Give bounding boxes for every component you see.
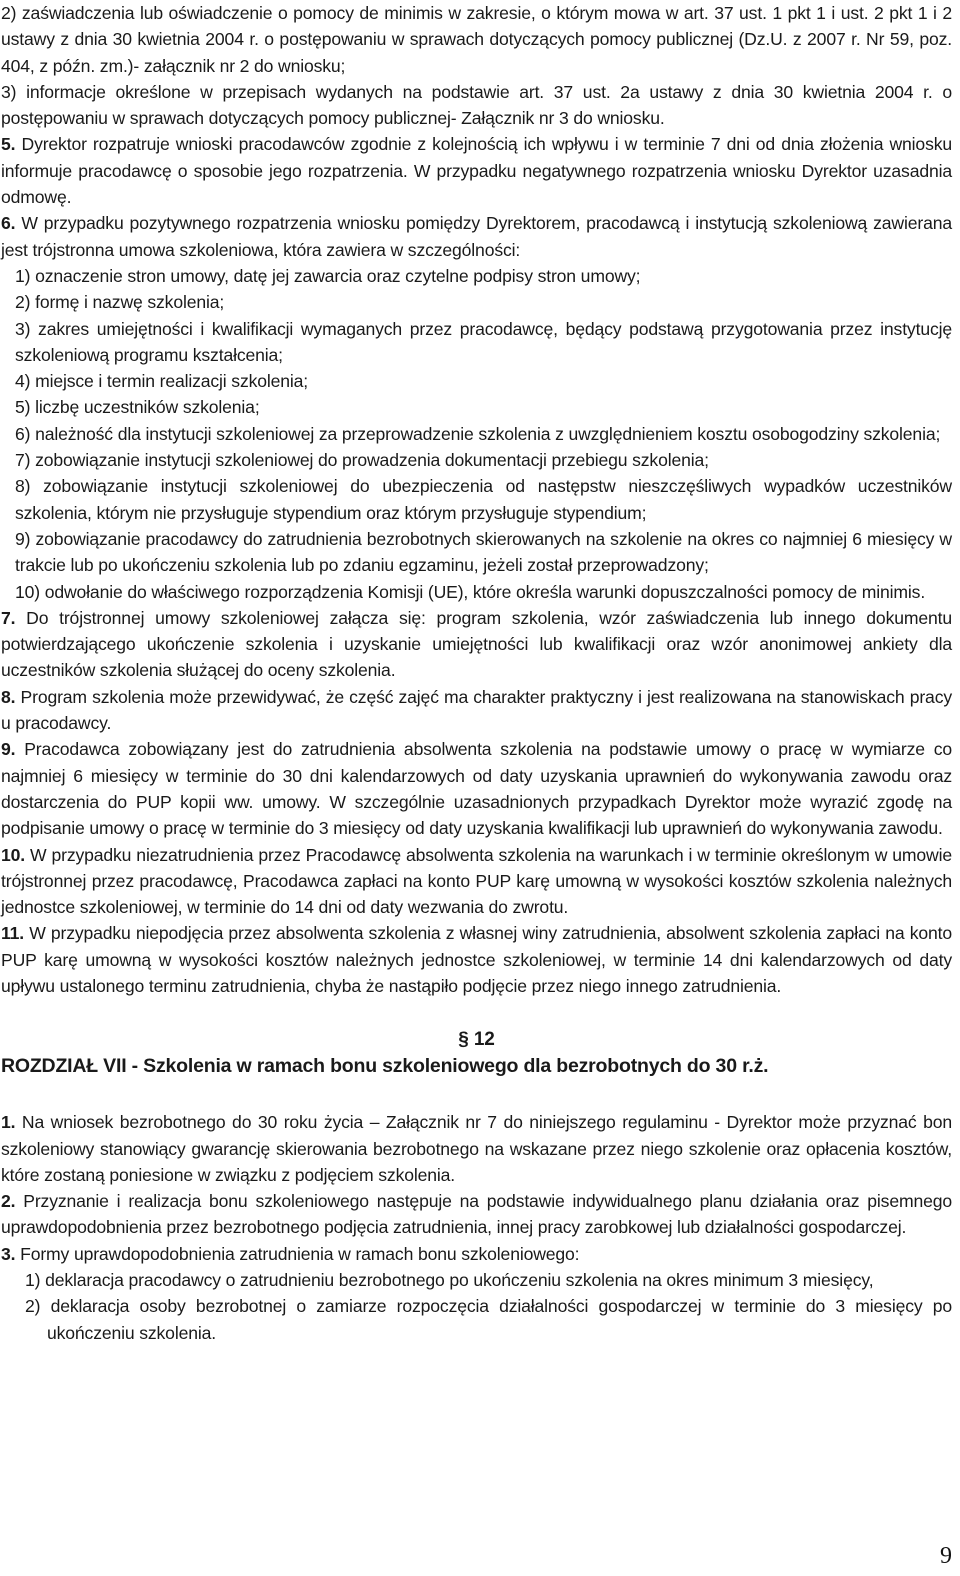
list-item: 4) miejsce i termin realizacji szkolenia;: [15, 371, 309, 392]
paragraph-number: 1.: [1, 1112, 16, 1133]
paragraph-number: 9.: [1, 739, 16, 760]
paragraph-text: W przypadku niezatrudnienia przez Pracodawcę absolwenta szkolenia na warunkach i w terminie określonym w umowie trójstronnej przez pracodawcę, Pracodawca zapłaci na konto PUP karę umowną w wysokości kosztów szkolenia należnych jednostce szkoleniowej, w terminie do 14 dni od daty wezwania do zwrotu.: [1, 844, 952, 918]
chapter-title: ROZDZIAŁ VII - Szkolenia w ramach bonu szkoleniowego dla bezrobotnych do 30 r.ż.: [1, 1055, 769, 1078]
paragraph-c3: [1, 1241, 952, 1267]
paragraph-number: 6.: [1, 213, 16, 234]
paragraph-6: [1, 210, 952, 263]
list-item: 10) odwołanie do właściwego rozporządzenia Komisji (UE), które określa warunki dopuszczalności pomocy de minimis.: [15, 581, 926, 602]
list-item: 2) zaświadczenia lub oświadczenie o pomocy de minimis w zakresie, o którym mowa w art. 37 ust. 1 pkt 1 i ust. 2 pkt 1 i 2 ustawy z dnia 30 kwietnia 2004 r. o postępowaniu w sprawach dotyczących pomocy publicznej (Dz.U. z 2007 r. Nr 59, poz. 404, z późn. zm.)- załącznik nr 2 do wniosku;: [1, 3, 952, 76]
list-item: 8) zobowiązanie instytucji szkoleniowej do ubezpieczenia od następstw nieszczęśliwych wypadków uczestników szkolenia, którym nie przysługuje stypendium oraz którym przysługuje stypendium;: [15, 476, 952, 523]
paragraph-7: [1, 605, 952, 684]
list-item: 7) zobowiązanie instytucji szkoleniowej do prowadzenia dokumentacji przebiegu szkolenia;: [15, 450, 709, 471]
spacer: [1, 1079, 952, 1109]
list-item: 3) informacje określone w przepisach wydanych na podstawie art. 37 ust. 2a ustawy z dnia 30 kwietnia 2004 r. o postępowaniu w sprawach dotyczących pomocy publicznej- Załącznik nr 3 do wniosku.: [1, 81, 952, 129]
paragraph-number: 7.: [1, 607, 16, 628]
list-item: 9) zobowiązanie pracodawcy do zatrudnienia bezrobotnych skierowanych na szkolenie na okres co najmniej 6 miesięcy w trakcie lub po ukończeniu szkolenia lub po zdaniu egzaminu, jeżeli został przeprowadzony;: [15, 528, 952, 576]
spacer: [1, 999, 952, 1027]
paragraph-10: [1, 842, 952, 921]
paragraph-text: Program szkolenia może przewidywać, że część zajęć ma charakter praktyczny i jest realizowana na stanowiskach pracy u pracodawcy.: [1, 686, 952, 734]
paragraph-5: [1, 131, 952, 210]
paragraph-text: W przypadku pozytywnego rozpatrzenia wniosku pomiędzy Dyrektorem, pracodawcą i instytucją szkoleniową zawierana jest trójstronna umowa szkoleniowa, która zawiera w szczególności:: [1, 213, 952, 260]
paragraph-text: Formy uprawdopodobnienia zatrudnienia w ramach bonu szkoleniowego:: [15, 1243, 580, 1264]
paragraph-text: Pracodawca zobowiązany jest do zatrudnienia absolwenta szkolenia na podstawie umowy o pracę w wymiarze co najmniej 6 miesięcy w terminie do 30 dni kalendarzowych od daty uzyskania uprawnień do wykonywania zawodu oraz dostarczenia do PUP kopii ww. umowy. W szczególnie uzasadnionych przypadkach Dyrektor może wyrazić zgodę na podpisanie umowy o pracę w terminie do 3 miesięcy od daty uzyskania kwalifikacji lub uprawnień do wykonywania zawodu.: [1, 739, 952, 839]
list-item: 5) liczbę uczestników szkolenia;: [15, 397, 260, 418]
list-item: 3) zakres umiejętności i kwalifikacji wymaganych przez pracodawcę, będący podstawą przygotowania przez instytucję szkoleniową programu kształcenia;: [15, 318, 952, 365]
section-mark: § 12: [458, 1029, 495, 1051]
paragraph-number: 2.: [1, 1191, 16, 1212]
paragraph-text: Do trójstronnej umowy szkoleniowej załącza się: program szkolenia, wzór zaświadczenia lub innego dokumentu potwierdzającego ukończenie szkolenia i uzyskanie umiejętności lub kwalifikacji oraz wzór anonimowej ankiety dla uczestników szkolenia służącej do oceny szkolenia.: [1, 607, 952, 681]
paragraph-number: 8.: [1, 686, 16, 707]
paragraph-c2: [1, 1188, 952, 1241]
list-item: 2) deklaracja osoby bezrobotnej o zamiarze rozpoczęcia działalności gospodarczej w terminie do 3 miesięcy po ukończeniu szkolenia.: [25, 1296, 952, 1343]
paragraph-9: [1, 736, 952, 841]
paragraph-number: 3.: [1, 1243, 16, 1264]
page-number: 9: [940, 1543, 952, 1569]
paragraph-number: 10.: [1, 844, 26, 865]
paragraph-text: W przypadku niepodjęcia przez absolwenta szkolenia z własnej winy zatrudnienia, absolwent szkolenia zapłaci na konto PUP karę umowną w wysokości kosztów należnych jednostce szkoleniowej, w terminie 14 dni kalendarzowych od daty upływu ustalonego terminu zatrudnienia, chyba że nastąpiło podjęcie przez niego innego zatrudnienia.: [1, 923, 952, 996]
paragraph-11: [1, 920, 952, 999]
paragraph-c1: [1, 1109, 952, 1188]
paragraph-number: 11.: [1, 923, 25, 944]
list-item: 1) oznaczenie stron umowy, datę jej zawarcia oraz czytelne podpisy stron umowy;: [15, 265, 641, 286]
paragraph-8: [1, 684, 952, 737]
document-page: [1, 0, 952, 1346]
paragraph-text: Dyrektor rozpatruje wnioski pracodawców zgodnie z kolejnością ich wpływu i w terminie 7 dni od dnia złożenia wniosku informuje pracodawcę o sposobie jego rozpatrzenia. W przypadku negatywnego rozpatrzenia wniosku Dyrektor uzasadnia odmowę.: [1, 134, 952, 208]
list-item: 1) deklaracja pracodawcy o zatrudnieniu bezrobotnego po ukończeniu szkolenia na okres minimum 3 miesięcy,: [25, 1270, 874, 1291]
list-item: 6) należność dla instytucji szkoleniowej za przeprowadzenie szkolenia z uwzględnieniem kosztu osobogodziny szkolenia;: [15, 423, 941, 444]
paragraph-text: Na wniosek bezrobotnego do 30 roku życia – Załącznik nr 7 do niniejszego regulaminu - Dyrektor może przyznać bon szkoleniowy stanowiący gwarancję skierowania bezrobotnego na wskazane przez niego szkolenie oraz opłacenia kosztów, które zostaną poniesione w związku z podjęciem szkolenia.: [1, 1112, 952, 1185]
list-item: 2) formę i nazwę szkolenia;: [15, 292, 225, 313]
paragraph-text: Przyznanie i realizacja bonu szkoleniowego następuje na podstawie indywidualnego planu działania oraz pisemnego uprawdopodobnienia przez bezrobotnego podjęcia zatrudnienia, innej pracy zarobkowej lub działalności gospodarczej.: [1, 1191, 952, 1238]
paragraph-number: 5.: [1, 134, 16, 155]
